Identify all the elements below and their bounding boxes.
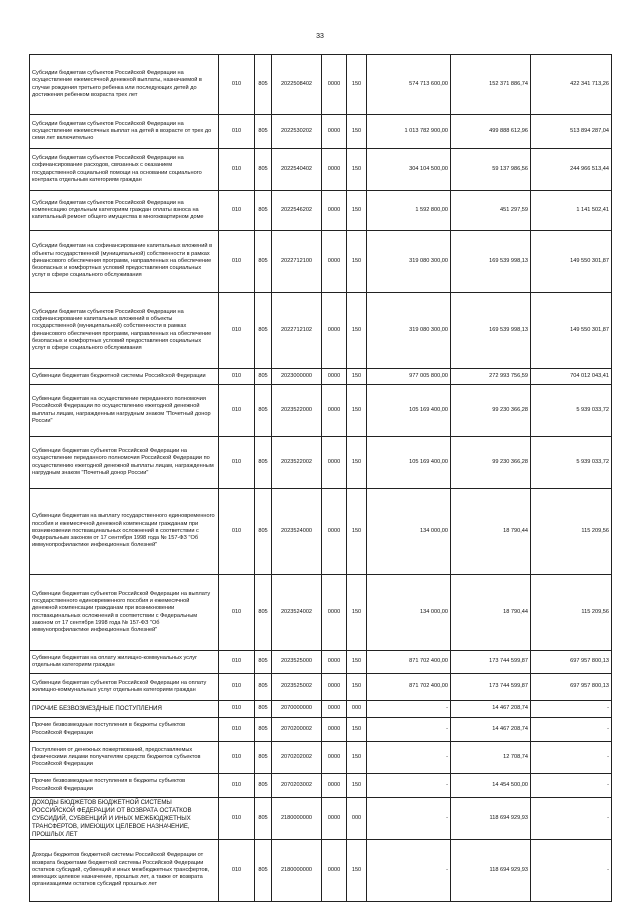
chapter-code: 805 (255, 718, 272, 742)
unexecuted-amount: 697 957 800,13 (531, 651, 612, 674)
unexecuted-amount: - (531, 774, 612, 798)
kosgu-code: 150 (347, 718, 367, 742)
approved-amount: 304 104 500,00 (367, 149, 451, 191)
approved-amount: 319 080 300,00 (367, 231, 451, 293)
row-name: Поступления от денежных пожертвований, предоставляемых физическими лицами получателям средств бюджетов субъектов Российской Федерации (30, 742, 219, 774)
revenue-code: 2022712100 (272, 231, 322, 293)
chapter-code: 805 (255, 575, 272, 651)
chapter-code: 805 (255, 701, 272, 718)
revenue-code: 2180000000 (272, 798, 322, 840)
unexecuted-amount: - (531, 840, 612, 902)
row-name: Субсидии бюджетам на софинансирование капитальных вложений в объекты государственной (муниципальной) собственности в рамках финансового обеспечения программ, направленных на обеспечение безопасных и комфортных условий предоставления социальных услуг в сфере социального обслуживания (30, 231, 219, 293)
executed-amount: 118 694 929,93 (451, 798, 531, 840)
table-row (30, 191, 612, 231)
revenue-code: 2023525000 (272, 651, 322, 674)
executed-amount: 173 744 599,87 (451, 651, 531, 674)
unexecuted-amount: 1 141 502,41 (531, 191, 612, 231)
admin-code: 010 (219, 191, 255, 231)
revenue-code: 2180000000 (272, 840, 322, 902)
revenue-code: 2070000000 (272, 701, 322, 718)
revenue-code: 2022546202 (272, 191, 322, 231)
table-row (30, 385, 612, 437)
row-name: Субвенции бюджетам на осуществление переданного полномочия Российской Федерации по осуществлению ежегодной денежной выплаты лицам, награжденным нагрудным знаком "Почетный донор России" (30, 385, 219, 437)
approved-amount: 871 702 400,00 (367, 651, 451, 674)
table-row (30, 149, 612, 191)
unexecuted-amount: 244 966 513,44 (531, 149, 612, 191)
row-name: Субвенции бюджетам субъектов Российской Федерации на осуществление переданного полномочия Российской Федерации по осуществлению ежегодной денежной выплаты лицам, награжденным нагрудным знаком "Почетный донор России" (30, 437, 219, 489)
program-code: 0000 (322, 115, 347, 149)
kosgu-code: 150 (347, 840, 367, 902)
approved-amount: 1 013 782 900,00 (367, 115, 451, 149)
executed-amount: 272 993 756,59 (451, 369, 531, 385)
program-code: 0000 (322, 774, 347, 798)
kosgu-code: 150 (347, 191, 367, 231)
row-name: Субсидии бюджетам субъектов Российской Федерации на осуществление ежемесячной денежной выплаты, назначаемой в случае рождения третьего ребенка или последующих детей до достижения ребенком возраста трех лет (30, 55, 219, 115)
executed-amount: 169 539 998,13 (451, 293, 531, 369)
row-name: Субвенции бюджетам бюджетной системы Российской Федерации (30, 369, 219, 385)
approved-amount: 871 702 400,00 (367, 674, 451, 701)
chapter-code: 805 (255, 798, 272, 840)
page-number: 33 (316, 33, 324, 40)
unexecuted-amount: - (531, 718, 612, 742)
program-code: 0000 (322, 575, 347, 651)
program-code: 0000 (322, 55, 347, 115)
kosgu-code: 150 (347, 774, 367, 798)
admin-code: 010 (219, 231, 255, 293)
admin-code: 010 (219, 575, 255, 651)
program-code: 0000 (322, 701, 347, 718)
kosgu-code: 150 (347, 149, 367, 191)
revenue-code: 2070200002 (272, 718, 322, 742)
unexecuted-amount: - (531, 742, 612, 774)
chapter-code: 805 (255, 774, 272, 798)
table-row (30, 55, 612, 115)
kosgu-code: 000 (347, 701, 367, 718)
table-row (30, 489, 612, 575)
chapter-code: 805 (255, 369, 272, 385)
approved-amount: 1 592 800,00 (367, 191, 451, 231)
kosgu-code: 150 (347, 489, 367, 575)
row-name: Субвенции бюджетам на выплату государственного единовременного пособия и ежемесячной денежной компенсации гражданам при возникновении поствакцинальных осложнений в соответствии с Федеральным законом от 17 сентября 1998 года № 157-ФЗ "Об иммунопрофилактике инфекционных болезней" (30, 489, 219, 575)
approved-amount: - (367, 774, 451, 798)
unexecuted-amount: 5 939 033,72 (531, 385, 612, 437)
row-name: Субвенции бюджетам на оплату жилищно-коммунальных услуг отдельным категориям граждан (30, 651, 219, 674)
revenue-table (29, 54, 612, 902)
table-row (30, 718, 612, 742)
admin-code: 010 (219, 674, 255, 701)
program-code: 0000 (322, 651, 347, 674)
executed-amount: 18 790,44 (451, 489, 531, 575)
table-row (30, 774, 612, 798)
executed-amount: 118 694 929,93 (451, 840, 531, 902)
admin-code: 010 (219, 701, 255, 718)
approved-amount: 134 000,00 (367, 575, 451, 651)
row-name: Субсидии бюджетам субъектов Российской Федерации на софинансирование капитальных вложений в объекты государственной (муниципальной) собственности в рамках финансового обеспечения программ, направленных на обеспечение безопасных и комфортных условий предоставления социальных услуг в сфере социального обслуживания (30, 293, 219, 369)
kosgu-code: 150 (347, 742, 367, 774)
admin-code: 010 (219, 489, 255, 575)
unexecuted-amount: 513 894 287,04 (531, 115, 612, 149)
executed-amount: 173 744 599,87 (451, 674, 531, 701)
chapter-code: 805 (255, 674, 272, 701)
table-row (30, 742, 612, 774)
admin-code: 010 (219, 651, 255, 674)
revenue-code: 2023000000 (272, 369, 322, 385)
revenue-code: 2022540402 (272, 149, 322, 191)
approved-amount: - (367, 840, 451, 902)
executed-amount: 451 297,59 (451, 191, 531, 231)
executed-amount: 499 888 612,96 (451, 115, 531, 149)
row-name: Субсидии бюджетам субъектов Российской Федерации на компенсацию отдельным категориям граждан оплаты взноса на капитальный ремонт общего имущества в многоквартирном доме (30, 191, 219, 231)
row-name: Доходы бюджетов бюджетной системы Российской Федерации от возврата бюджетами бюджетной системы Российской Федерации остатков субсидий, субвенций и иных межбюджетных трансфертов, имеющих целевое назначение, прошлых лет, а также от возврата организациями остатков субсидий прошлых лет (30, 840, 219, 902)
approved-amount: 319 080 300,00 (367, 293, 451, 369)
admin-code: 010 (219, 369, 255, 385)
chapter-code: 805 (255, 293, 272, 369)
table-row (30, 701, 612, 718)
unexecuted-amount: - (531, 701, 612, 718)
kosgu-code: 150 (347, 293, 367, 369)
kosgu-code: 150 (347, 369, 367, 385)
revenue-code: 2023525002 (272, 674, 322, 701)
approved-amount: - (367, 742, 451, 774)
approved-amount: 105 169 400,00 (367, 385, 451, 437)
approved-amount: - (367, 798, 451, 840)
chapter-code: 805 (255, 840, 272, 902)
admin-code: 010 (219, 293, 255, 369)
table-row (30, 115, 612, 149)
row-name: Прочие безвозмездные поступления в бюджеты субъектов Российской Федерации (30, 718, 219, 742)
table-body (30, 55, 612, 902)
kosgu-code: 150 (347, 437, 367, 489)
executed-amount: 59 137 986,56 (451, 149, 531, 191)
kosgu-code: 150 (347, 674, 367, 701)
unexecuted-amount: 422 341 713,26 (531, 55, 612, 115)
program-code: 0000 (322, 385, 347, 437)
unexecuted-amount: 5 939 033,72 (531, 437, 612, 489)
table-row (30, 437, 612, 489)
chapter-code: 805 (255, 231, 272, 293)
program-code: 0000 (322, 718, 347, 742)
chapter-code: 805 (255, 651, 272, 674)
admin-code: 010 (219, 115, 255, 149)
table-row (30, 674, 612, 701)
table-row (30, 651, 612, 674)
revenue-code: 2023524000 (272, 489, 322, 575)
table-row (30, 293, 612, 369)
row-name: Субвенции бюджетам субъектов Российской Федерации на выплату государственного единовременного пособия и ежемесячной денежной компенсации гражданам при возникновении поствакцинальных осложнений в соответствии с Федеральным законом от 17 сентября 1998 года № 157-ФЗ "Об иммунопрофилактике инфекционных болезней" (30, 575, 219, 651)
unexecuted-amount: - (531, 798, 612, 840)
revenue-code: 2022712102 (272, 293, 322, 369)
executed-amount: 99 230 366,28 (451, 385, 531, 437)
approved-amount: 105 169 400,00 (367, 437, 451, 489)
approved-amount: 977 005 800,00 (367, 369, 451, 385)
chapter-code: 805 (255, 437, 272, 489)
admin-code: 010 (219, 840, 255, 902)
program-code: 0000 (322, 489, 347, 575)
approved-amount: 574 713 600,00 (367, 55, 451, 115)
revenue-code: 2070202002 (272, 742, 322, 774)
table-row (30, 575, 612, 651)
admin-code: 010 (219, 385, 255, 437)
unexecuted-amount: 115 209,56 (531, 489, 612, 575)
unexecuted-amount: 115 209,56 (531, 575, 612, 651)
kosgu-code: 150 (347, 231, 367, 293)
kosgu-code: 150 (347, 575, 367, 651)
program-code: 0000 (322, 437, 347, 489)
revenue-code: 2023522000 (272, 385, 322, 437)
program-code: 0000 (322, 840, 347, 902)
row-name: ДОХОДЫ БЮДЖЕТОВ БЮДЖЕТНОЙ СИСТЕМЫ РОССИЙСКОЙ ФЕДЕРАЦИИ ОТ ВОЗВРАТА ОСТАТКОВ СУБСИДИЙ, СУБВЕНЦИЙ И ИНЫХ МЕЖБЮДЖЕТНЫХ ТРАНСФЕРТОВ, ИМЕЮЩИХ ЦЕЛЕВОЕ НАЗНАЧЕНИЕ, ПРОШЛЫХ ЛЕТ (30, 798, 219, 840)
program-code: 0000 (322, 369, 347, 385)
kosgu-code: 150 (347, 55, 367, 115)
table-row (30, 798, 612, 840)
program-code: 0000 (322, 149, 347, 191)
program-code: 0000 (322, 191, 347, 231)
kosgu-code: 000 (347, 798, 367, 840)
unexecuted-amount: 149 550 301,87 (531, 293, 612, 369)
admin-code: 010 (219, 774, 255, 798)
kosgu-code: 150 (347, 385, 367, 437)
table-row (30, 231, 612, 293)
unexecuted-amount: 697 957 800,13 (531, 674, 612, 701)
revenue-code: 2023522002 (272, 437, 322, 489)
table-row (30, 369, 612, 385)
revenue-code: 2022508402 (272, 55, 322, 115)
executed-amount: 152 371 886,74 (451, 55, 531, 115)
kosgu-code: 150 (347, 651, 367, 674)
chapter-code: 805 (255, 149, 272, 191)
unexecuted-amount: 149 550 301,87 (531, 231, 612, 293)
admin-code: 010 (219, 742, 255, 774)
program-code: 0000 (322, 798, 347, 840)
row-name: Субвенции бюджетам субъектов Российской Федерации на оплату жилищно-коммунальных услуг отдельным категориям граждан (30, 674, 219, 701)
executed-amount: 99 230 366,28 (451, 437, 531, 489)
row-name: Субсидии бюджетам субъектов Российской Федерации на осуществление ежемесячных выплат на детей в возрасте от трех до семи лет включительно (30, 115, 219, 149)
chapter-code: 805 (255, 191, 272, 231)
approved-amount: - (367, 718, 451, 742)
program-code: 0000 (322, 742, 347, 774)
program-code: 0000 (322, 674, 347, 701)
admin-code: 010 (219, 718, 255, 742)
chapter-code: 805 (255, 742, 272, 774)
executed-amount: 14 454 500,00 (451, 774, 531, 798)
row-name: ПРОЧИЕ БЕЗВОЗМЕЗДНЫЕ ПОСТУПЛЕНИЯ (30, 701, 219, 718)
revenue-code: 2022530202 (272, 115, 322, 149)
chapter-code: 805 (255, 55, 272, 115)
row-name: Субсидии бюджетам субъектов Российской Федерации на софинансирование расходов, связанных с оказанием государственной социальной помощи на основании социального контракта отдельным категориям граждан (30, 149, 219, 191)
admin-code: 010 (219, 55, 255, 115)
executed-amount: 169 539 998,13 (451, 231, 531, 293)
executed-amount: 12 708,74 (451, 742, 531, 774)
chapter-code: 805 (255, 115, 272, 149)
program-code: 0000 (322, 231, 347, 293)
executed-amount: 18 790,44 (451, 575, 531, 651)
executed-amount: 14 467 208,74 (451, 718, 531, 742)
revenue-code: 2070203002 (272, 774, 322, 798)
approved-amount: 134 000,00 (367, 489, 451, 575)
chapter-code: 805 (255, 385, 272, 437)
unexecuted-amount: 704 012 043,41 (531, 369, 612, 385)
admin-code: 010 (219, 149, 255, 191)
chapter-code: 805 (255, 489, 272, 575)
approved-amount: - (367, 701, 451, 718)
program-code: 0000 (322, 293, 347, 369)
revenue-code: 2023524002 (272, 575, 322, 651)
kosgu-code: 150 (347, 115, 367, 149)
table-row (30, 840, 612, 902)
row-name: Прочие безвозмездные поступления в бюджеты субъектов Российской Федерации (30, 774, 219, 798)
executed-amount: 14 467 208,74 (451, 701, 531, 718)
admin-code: 010 (219, 437, 255, 489)
admin-code: 010 (219, 798, 255, 840)
